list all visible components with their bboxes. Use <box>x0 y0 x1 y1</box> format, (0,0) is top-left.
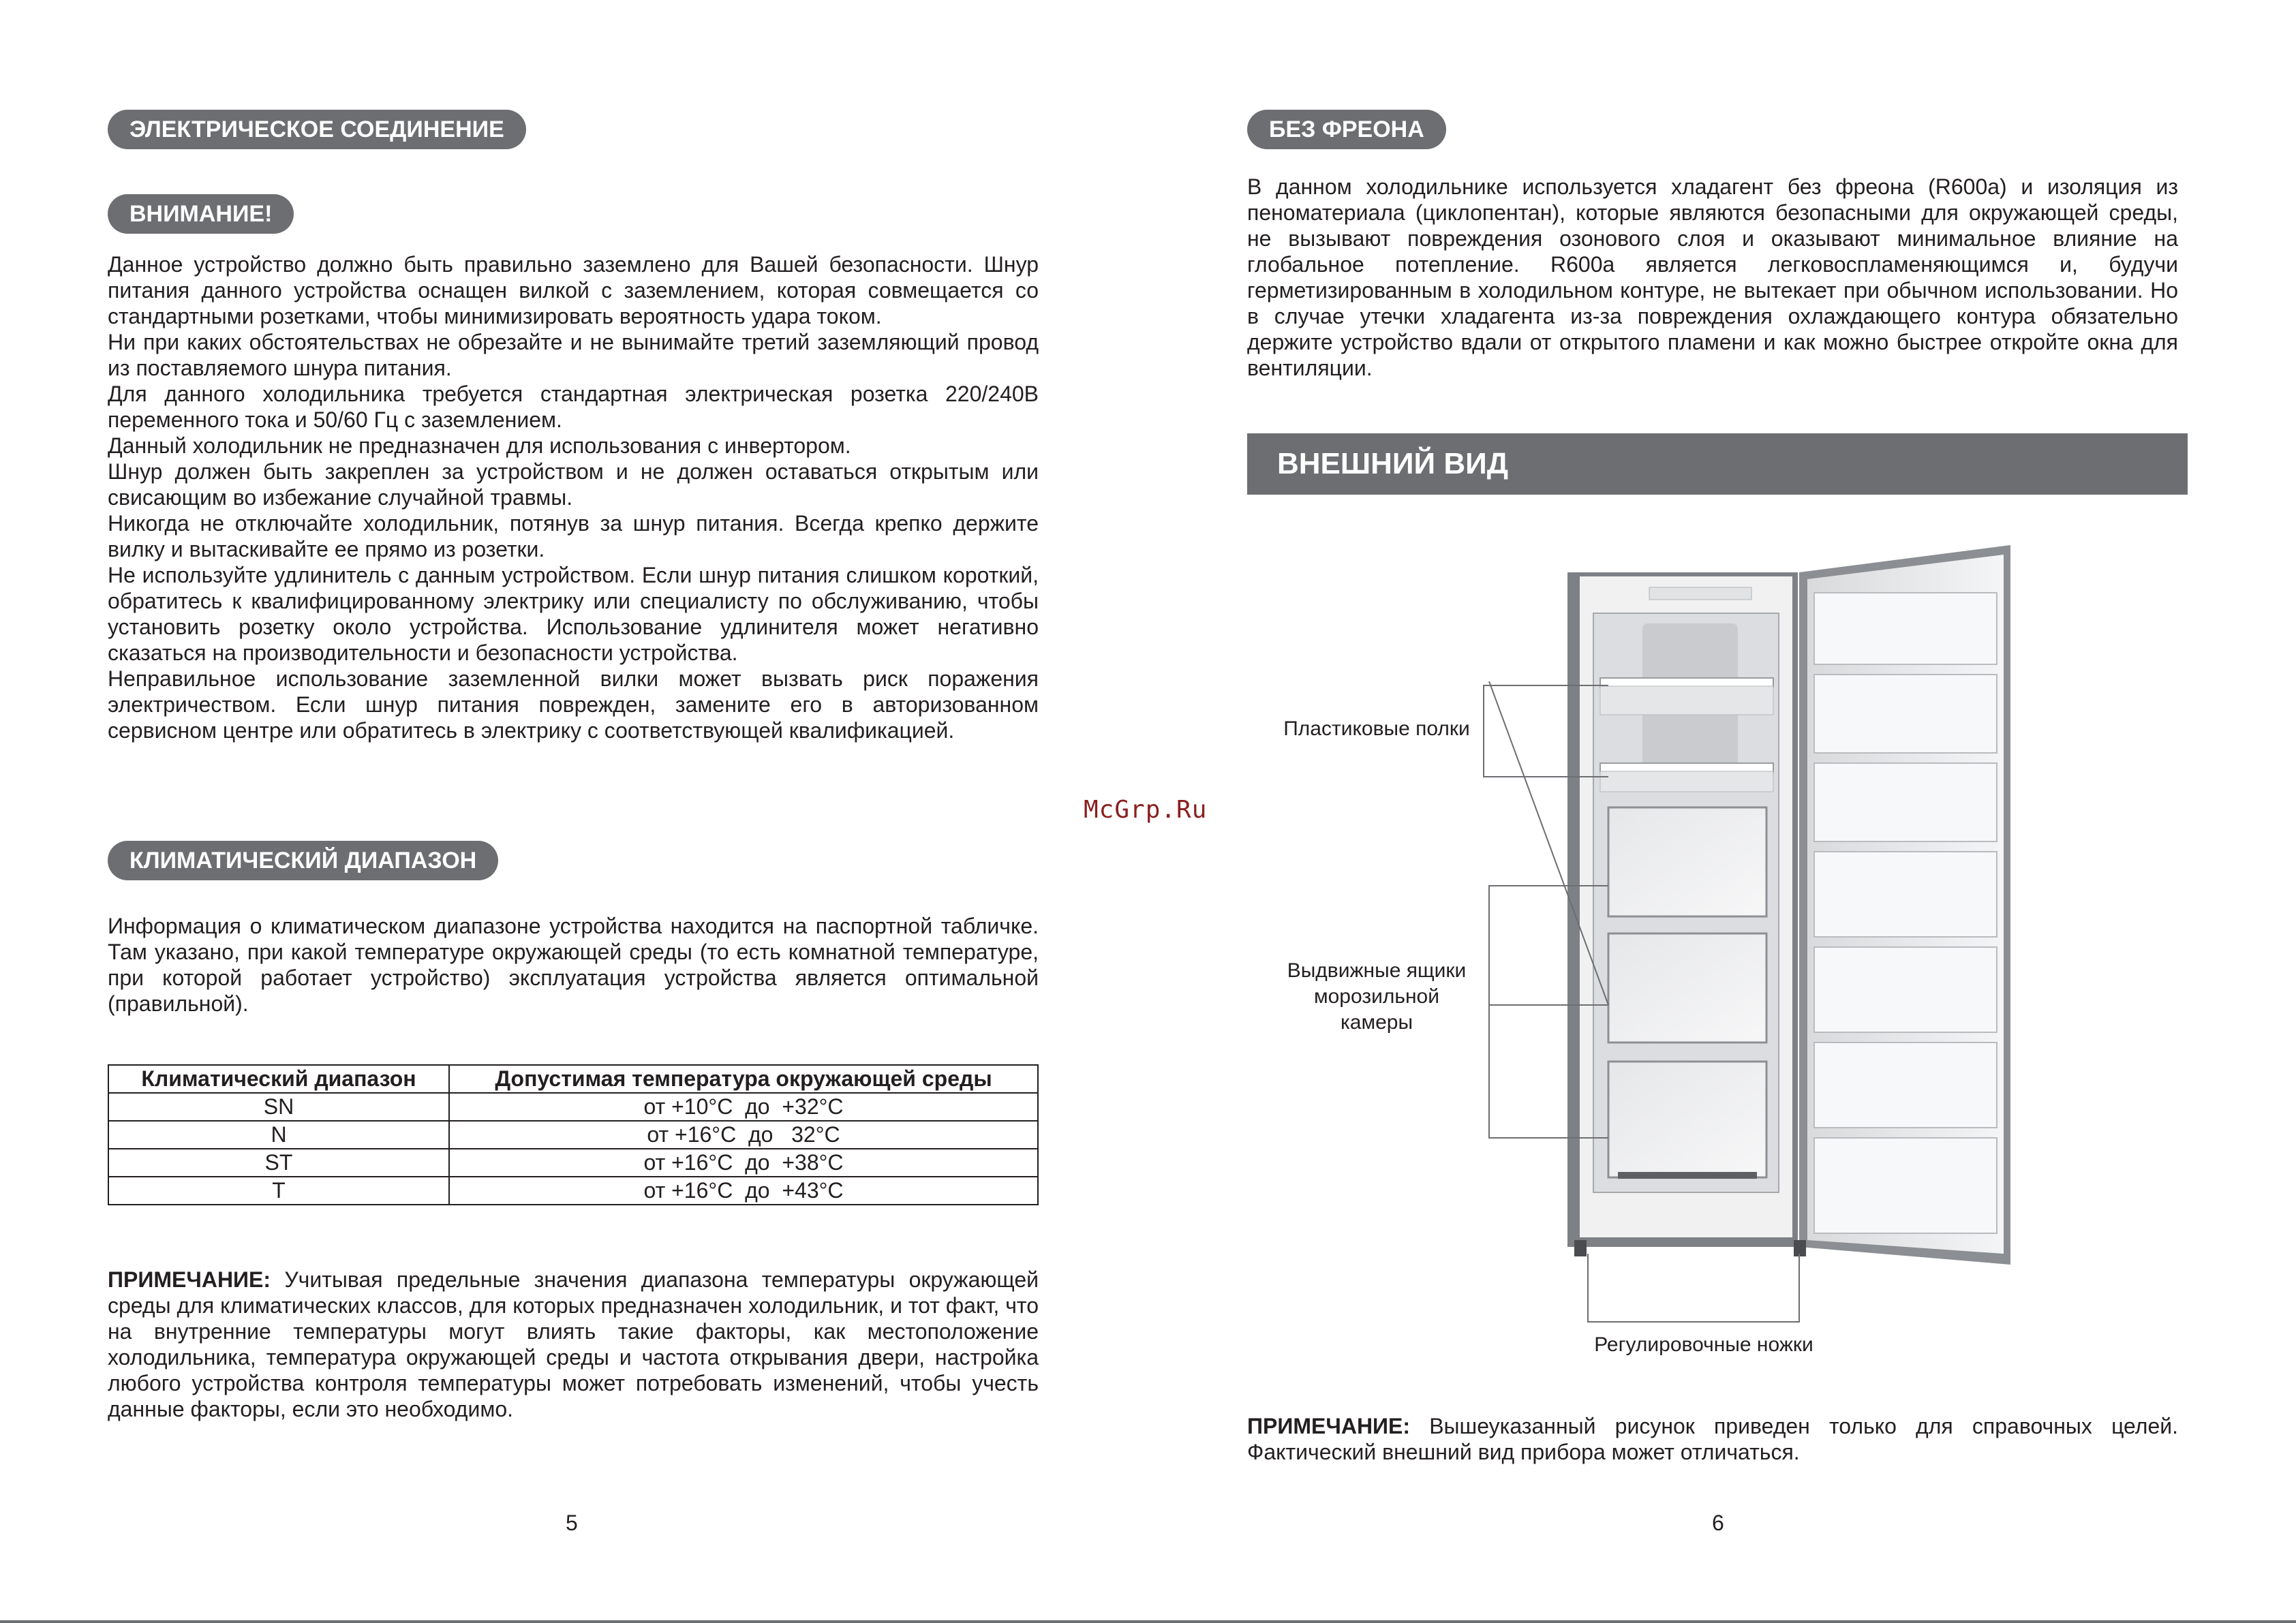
table-header: Климатический диапазон <box>108 1065 449 1093</box>
door-basket-4 <box>1814 852 1997 937</box>
paragraph: Ни при каких обстоятельствах не обрезайте и не вынимайте третий заземляющий провод из поставляемого шнура питания. <box>108 330 1039 380</box>
table-cell: от +16°C до +43°C <box>449 1177 1038 1205</box>
paragraph <box>1247 1413 2178 1465</box>
table-cell: от +16°C до 32°C <box>449 1121 1038 1149</box>
bottom-rule <box>0 1620 2296 1623</box>
door-basket-6 <box>1814 1042 1997 1128</box>
table-row <box>108 1121 1038 1149</box>
appearance-heading: ВНЕШНИЙ ВИД <box>1247 433 2188 495</box>
door-basket-5 <box>1814 947 1997 1032</box>
label-freezer-drawers <box>1268 958 1486 1036</box>
table-cell: N <box>108 1121 449 1149</box>
warning-heading: ВНИМАНИЕ! <box>108 194 294 234</box>
label-plastic-shelves: Пластиковые полки <box>1283 717 1470 740</box>
callout-feet <box>1581 1247 1813 1329</box>
paragraph: Для данного холодильника требуется стандартная электрическая розетка 220/240В переменного тока и 50/60 Гц с заземлением. <box>108 382 1039 432</box>
table-row <box>108 1149 1038 1177</box>
climate-table <box>108 1064 1039 1205</box>
door-basket-3 <box>1814 763 1997 841</box>
table-cell: от +16°C до +38°C <box>449 1149 1038 1177</box>
control-panel <box>1649 587 1751 600</box>
door-basket-1 <box>1814 593 1997 664</box>
table-cell: от +10°C до +32°C <box>449 1093 1038 1121</box>
paragraph: Данное устройство должно быть правильно заземлено для Вашей безопасности. Шнур питания данного устройства оснащен вилкой с заземлением, которая совмещается со стандартными розетками, чтобы минимизировать вероятность удара током. <box>108 252 1039 328</box>
table-header-row <box>108 1065 1038 1093</box>
climate-note <box>108 1267 1039 1422</box>
door-basket-7 <box>1814 1138 1997 1233</box>
callout-feet-line <box>1588 1254 1799 1322</box>
label-line: Выдвижные ящики <box>1287 959 1467 982</box>
table-cell: SN <box>108 1093 449 1121</box>
callout-drawers <box>1489 886 1608 1138</box>
note-label: ПРИМЕЧАНИЕ: <box>108 1267 271 1292</box>
freon-free-heading: БЕЗ ФРЕОНА <box>1247 110 1446 149</box>
paragraph: Неправильное использование заземленной вилки может вызвать риск поражения электричеством. Если шнур питания поврежден, замените его в авторизованном сервисном центре или обратитесь в электрику с соответствующей квалификацией. <box>108 666 1039 743</box>
label-line: камеры <box>1340 1011 1413 1034</box>
paragraph: Не используйте удлинитель с данным устройством. Если шнур питания слишком короткий, обратитесь к квалифицированному электрику или специалисту по обслуживанию, чтобы установить розетку около устройства. Использование удлинителя может негативно сказаться на производительности и безопасности устройства. <box>108 563 1039 665</box>
freon-free-text <box>1247 174 2178 381</box>
note-text: Вышеуказанный рисунок приведен только для справочных целей. Фактический внешний вид прибора может отличаться. <box>1247 1414 2178 1464</box>
paragraph: Информация о климатическом диапазоне устройства находится на паспортной табличке. Там указано, при какой температуре окружающей среды (то есть комнатной температуре, при которой работает устройство) эксплуатация устройства является оптимальной (правильной). <box>108 914 1039 1016</box>
note-label: ПРИМЕЧАНИЕ: <box>1247 1414 1411 1438</box>
table-cell: T <box>108 1177 449 1205</box>
electric-connection-text <box>108 251 1039 743</box>
callout-shelves <box>1484 685 1608 777</box>
note-text: Учитывая предельные значения диапазона температуры окружающей среды для климатических классов, для которых предназначен холодильник, и тот факт, что на внутренние температуры могут влиять такие факторы, как местоположение холодильника, температура окружающей среды и частота открывания двери, настройка любого устройства контроля температуры может потребовать изменений, чтобы учесть данные факторы, если это необходимо. <box>108 1267 1039 1421</box>
label-adjustable-feet: Регулировочные ножки <box>1594 1333 1813 1356</box>
climate-range-heading: КЛИМАТИЧЕСКИЙ ДИАПАЗОН <box>108 841 498 880</box>
page-number: 6 <box>1712 1511 1724 1535</box>
callout-drawers-mid <box>1489 681 1608 1005</box>
paragraph: В данном холодильнике используется хладагент без фреона (R600a) и изоляция из пеноматериала (циклопентан), которые являются безопасными для окружающей среды, не вызывают повреждения озонового слоя и оказывают минимальное влияние на глобальное потепление. R600a является легковоспламеняющимся и, будучи герметизированным в холодильном контуре, не вытекает при обычном использовании. Но в случае утечки хладагента из-за повреждения охлаждающего контура обязательно держите устройство вдали от открытого пламени и как можно быстрее откройте окна для вентиляции. <box>1247 174 2178 380</box>
climate-intro-text <box>108 913 1039 1017</box>
table-header: Допустимая температура окружающей среды <box>449 1065 1038 1093</box>
electric-connection-heading: ЭЛЕКТРИЧЕСКОЕ СОЕДИНЕНИЕ <box>108 110 526 149</box>
appearance-note <box>1247 1413 2178 1465</box>
label-line: морозильной <box>1314 985 1439 1008</box>
paragraph <box>108 1267 1039 1422</box>
watermark: McGrp.Ru <box>1084 796 1208 824</box>
table-row <box>108 1093 1038 1121</box>
door-basket-2 <box>1814 675 1997 753</box>
paragraph: Никогда не отключайте холодильник, потянув за шнур питания. Всегда крепко держите вилку и вытаскивайте ее прямо из розетки. <box>108 511 1039 561</box>
page-number: 5 <box>566 1511 578 1535</box>
table-row <box>108 1177 1038 1205</box>
table-cell: ST <box>108 1149 449 1177</box>
paragraph: Шнур должен быть закреплен за устройством и не должен оставаться открытым или свисающим во избежание случайной травмы. <box>108 459 1039 510</box>
paragraph: Данный холодильник не предназначен для использования с инвертором. <box>108 433 851 458</box>
